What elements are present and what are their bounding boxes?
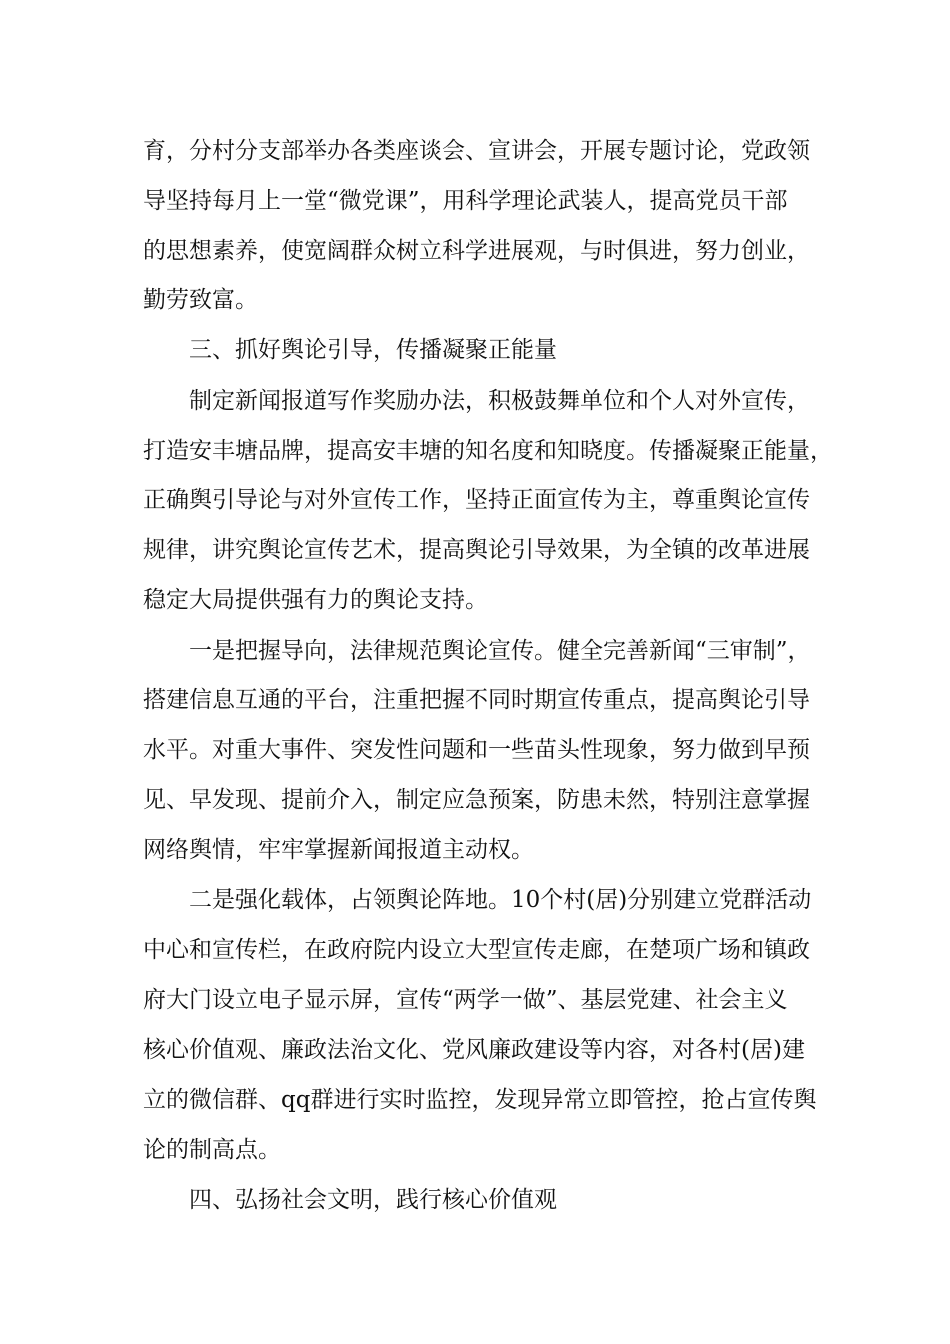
- text-line-13: [0, 730, 950, 770]
- line-text: 规律，讲究舆论宣传艺术，提高舆论引导效果，为全镇的改革进展: [143, 537, 810, 563]
- text-line-1: [0, 131, 950, 171]
- line-text: 制定新闻报道写作奖励办法，积极鼓舞单位和个人对外宣传，: [189, 388, 810, 414]
- line-text: 勤劳致富。: [143, 287, 258, 313]
- line-text: 论的制高点。: [143, 1137, 281, 1163]
- text-line-10: [0, 580, 950, 620]
- line-text: 网络舆情，牢牢掌握新闻报道主动权。: [143, 837, 534, 863]
- text-line-12: [0, 680, 950, 720]
- line-text: 见、早发现、提前介入，制定应急预案，防患未然，特别注意掌握: [143, 787, 810, 813]
- text-line-8: [0, 480, 950, 520]
- text-line-15: [0, 830, 950, 870]
- section-heading-4: [0, 1180, 950, 1220]
- text-line-3: [0, 231, 950, 271]
- line-text: 搭建信息互通的平台，注重把握不同时期宣传重点，提高舆论引导: [143, 687, 810, 713]
- text-line-20: [0, 1080, 950, 1120]
- text-line-21: [0, 1130, 950, 1170]
- text-line-9: [0, 530, 950, 570]
- text-line-17: [0, 930, 950, 970]
- text-line-7: [0, 431, 950, 471]
- line-text: 一是把握导向，法律规范舆论宣传。健全完善新闻“三审制”，: [189, 638, 811, 664]
- text-line-16: [0, 880, 950, 920]
- line-text: 打造安丰塘品牌，提高安丰塘的知名度和知晓度。传播凝聚正能量，: [143, 438, 833, 464]
- text-line-19: [0, 1030, 950, 1070]
- line-text: 正确舆引导论与对外宣传工作，坚持正面宣传为主，尊重舆论宣传: [143, 487, 810, 513]
- text-line-4: [0, 280, 950, 320]
- line-text: 导坚持每月上一堂“微党课”，用科学理论武装人，提高党员干部: [143, 188, 788, 214]
- line-text: 府大门设立电子显示屏，宣传“两学一做”、基层党建、社会主义: [143, 987, 788, 1013]
- line-text: 稳定大局提供强有力的舆论支持。: [143, 587, 488, 613]
- text-line-2: [0, 181, 950, 221]
- line-text: 育，分村分支部举办各类座谈会、宣讲会，开展专题讨论，党政领: [143, 138, 810, 164]
- line-text: 核心价值观、廉政法治文化、党风廉政建设等内容，对各村(居)建: [143, 1037, 805, 1063]
- line-text: 中心和宣传栏，在政府院内设立大型宣传走廊，在楚项广场和镇政: [143, 937, 810, 963]
- line-text: 水平。对重大事件、突发性问题和一些苗头性现象，努力做到早预: [143, 737, 810, 763]
- line-text: 二是强化载体，占领舆论阵地。10个村(居)分别建立党群活动: [189, 887, 812, 913]
- text-line-18: [0, 980, 950, 1020]
- text-line-11: [0, 631, 950, 671]
- line-text: 的思想素养，使宽阔群众树立科学进展观，与时俱进，努力创业，: [143, 238, 810, 264]
- heading-text: 四、弘扬社会文明，践行核心价值观: [189, 1187, 557, 1213]
- text-line-6: [0, 381, 950, 421]
- section-heading-3: [0, 330, 950, 370]
- line-text: 立的微信群、qq群进行实时监控，发现异常立即管控，抢占宣传舆: [143, 1087, 817, 1113]
- heading-text: 三、抓好舆论引导，传播凝聚正能量: [189, 337, 557, 363]
- text-line-14: [0, 780, 950, 820]
